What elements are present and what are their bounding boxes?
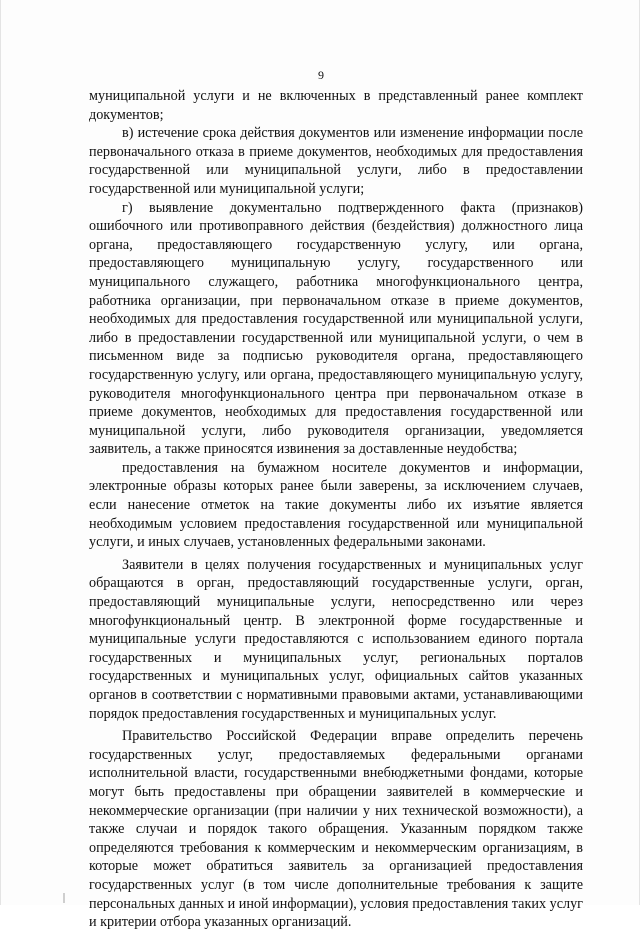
paragraph-paper-documents: предоставления на бумажном носителе документов и информации, электронные образы которых ранее были заверены, за исключением случаев, если нанесение отметок на такие документы либо их изъятие является необходимым условием предоставления государственной или муниципальной услуги, и иных случаев, установленных федеральными законами. (89, 459, 583, 551)
paragraph-item-g: г) выявление документально подтвержденного факта (признаков) ошибочного или противоправного действия (бездействия) должностного лица органа, предоставляющего государственную услугу, или органа, предоставляющего муниципальную услугу, государственного или муниципального служащего, работника многофункционального центра, работника организации, при первоначальном отказе в приеме документов, необходимых для предоставления государственной или муниципальной услуги, либо в предоставлении государственной или муниципальной услуги, о чем в письменном виде за подписью руководителя органа, предоставляющего государственную услугу, или органа, предоставляющего муниципальную услугу, руководителя многофункционального центра при первоначальном отказе в приеме документов, необходимых для предоставления государственной или муниципальной услуги, либо руководителя организации, уведомляется заявитель, а также приносятся извинения за доставленные неудобства; (89, 199, 583, 458)
paragraph-government: Правительство Российской Федерации вправе определить перечень государственных услуг, предоставляемых федеральными органами исполнительной власти, государственными внебюджетными фондами, которые могут быть предоставлены при обращении заявителей в коммерческие и некоммерческие организации (при наличии у них технической возможности), а также случаи и порядок такого обращения. Указанным порядком также определяются требования к коммерческим и некоммерческим организациям, в которые может обратиться заявитель за организацией предоставления государственных услуг (в том числе дополнительные требования к защите персональных данных и иной информации), условия предоставления таких услуг и критерии отбора указанных организаций. (89, 728, 583, 931)
paragraph-applicants: Заявители в целях получения государственных и муниципальных услуг обращаются в орган, предоставляющий государственные услуги, орган, предоставляющий муниципальные услуги, непосредственно или через многофункциональный центр. В электронной форме государственные и муниципальные услуги предоставляются с использованием единого портала государственных и муниципальных услуг, региональных порталов государственных и муниципальных услуг, официальных сайтов указанных органов в соответствии с нормативными правовыми актами, устанавливающими порядок предоставления государственных и муниципальных услуг. (89, 556, 583, 722)
paragraph-item-v: в) истечение срока действия документов или изменение информации после первоначального отказа в приеме документов, необходимых для предоставления государственной или муниципальной услуги, либо в предоставлении государственной или муниципальной услуги; (89, 125, 583, 197)
document-body (89, 87, 583, 932)
page-number: 9 (318, 68, 324, 82)
scan-edge-mark (63, 893, 65, 903)
paragraph-continuation: муниципальной услуги и не включенных в представленный ранее комплект документов; (89, 88, 583, 123)
